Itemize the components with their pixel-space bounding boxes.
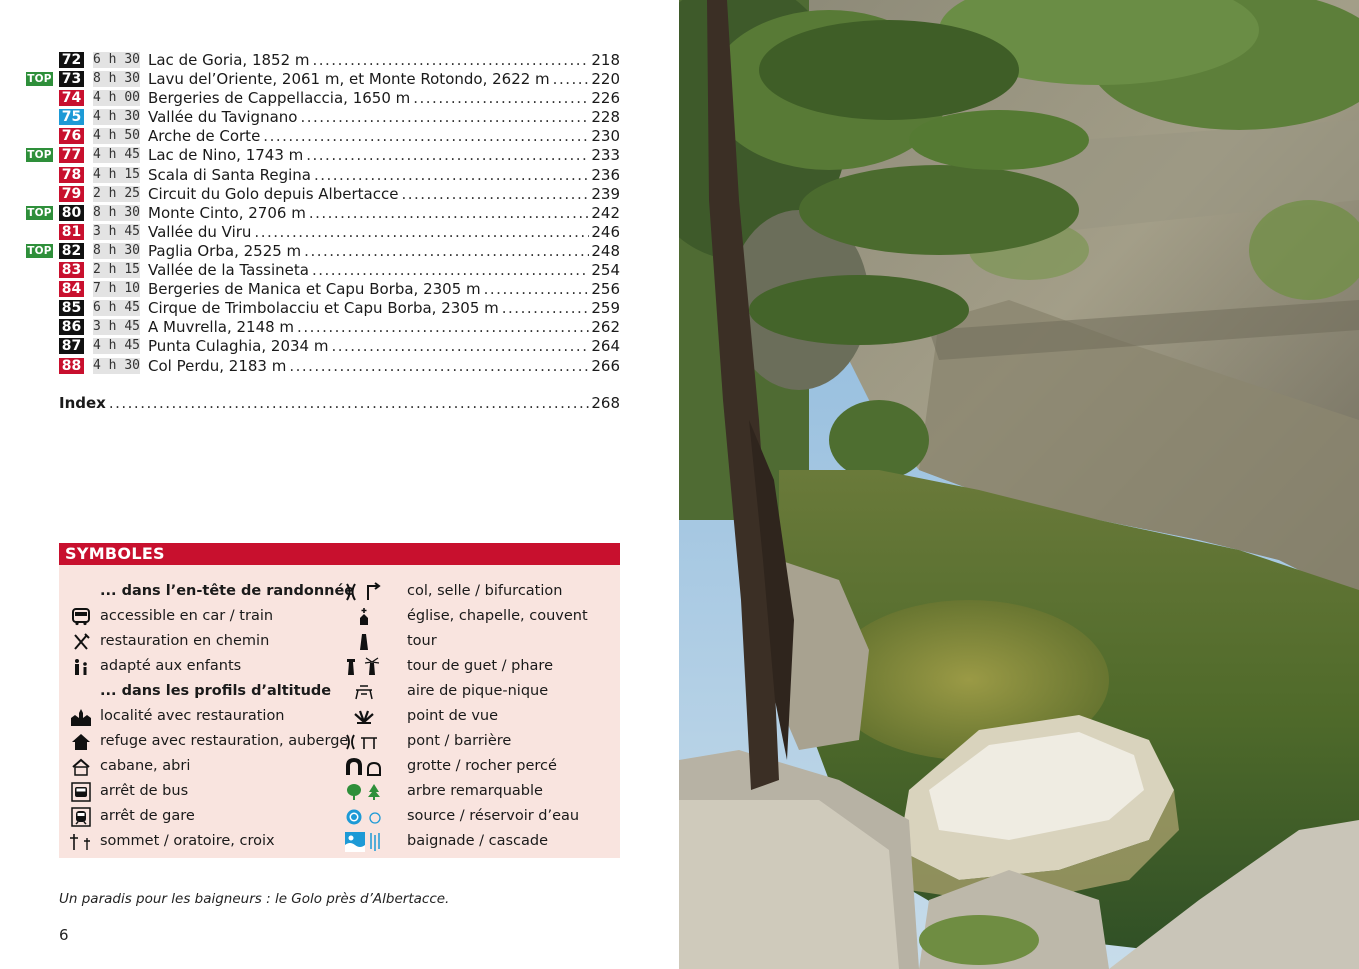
dot-leader [312, 261, 589, 280]
symbols-header: SYMBOLES [59, 543, 620, 565]
symbol-label: pont / barrière [407, 733, 512, 749]
hike-page: 262 [591, 318, 620, 337]
symbol-row [65, 679, 345, 704]
dot-leader [314, 166, 589, 185]
symbol-label: refuge avec restauration, auberge [100, 733, 349, 749]
toc-entry[interactable] [0, 185, 640, 204]
none-icon [65, 579, 97, 604]
toc-entry[interactable] [0, 70, 640, 89]
dot-leader [254, 223, 589, 242]
hike-duration: 6 h 30 [93, 52, 140, 67]
dot-leader [304, 242, 589, 261]
toc-entry[interactable] [0, 51, 640, 70]
hike-number: 80 [59, 205, 84, 221]
hike-page: 264 [591, 337, 620, 356]
hike-duration: 2 h 15 [93, 262, 140, 278]
hike-number: 75 [59, 109, 84, 125]
photo-caption: Un paradis pour les baigneurs : le Golo près d’Albertacce. [59, 891, 450, 907]
hike-duration: 4 h 30 [93, 109, 140, 125]
symbol-row [65, 729, 349, 754]
dot-leader [109, 394, 590, 413]
top-badge: TOP [27, 206, 52, 219]
hike-number: 76 [59, 128, 84, 144]
river-gorge-photo [679, 0, 1359, 969]
toc-entry[interactable] [0, 357, 640, 376]
hike-duration: 4 h 15 [93, 166, 140, 182]
symbol-label: restauration en chemin [100, 633, 270, 649]
none-icon [65, 679, 97, 704]
hike-number: 73 [59, 71, 84, 87]
refuge-icon [65, 729, 97, 754]
symbol-label: adapté aux enfants [100, 658, 242, 674]
tower-icon [344, 629, 384, 654]
symbol-label: arrêt de gare [100, 808, 195, 824]
table-of-contents [0, 51, 640, 376]
symbol-label: point de vue [407, 708, 499, 724]
toc-entry[interactable] [0, 127, 640, 146]
hike-number: 87 [59, 338, 84, 354]
toc-entry[interactable] [0, 89, 640, 108]
hut-icon [65, 754, 97, 779]
bus-stop-icon [65, 779, 97, 804]
symbol-label: tour de guet / phare [407, 658, 553, 674]
symbol-row [65, 829, 345, 854]
symbol-row [65, 604, 345, 629]
dot-leader [484, 280, 590, 299]
hike-title: Punta Culaghia, 2034 m [148, 337, 329, 356]
hike-title: Paglia Orba, 2525 m [148, 241, 302, 260]
hike-page: 230 [591, 127, 620, 146]
toc-entry[interactable] [0, 280, 640, 299]
hike-number: 84 [59, 281, 84, 297]
toc-entry[interactable] [0, 146, 640, 165]
hike-title: Bergeries de Cappellaccia, 1650 m [148, 89, 411, 108]
bus-train-icon [65, 604, 97, 629]
symbol-row [65, 804, 345, 829]
index-title: Index [59, 394, 106, 412]
dot-leader [263, 127, 589, 146]
symbol-label: aire de pique-nique [407, 683, 549, 699]
symbol-row [344, 804, 620, 829]
hike-page: 246 [591, 222, 620, 241]
hike-number: 88 [59, 358, 84, 374]
village-icon [65, 704, 97, 729]
hike-duration: 3 h 45 [93, 223, 140, 239]
top-badge: TOP [27, 244, 52, 257]
hike-number: 72 [59, 52, 84, 68]
spring-reservoir-icon [344, 804, 384, 829]
hike-title: Lavu del’Oriente, 2061 m, et Monte Rotondo, 2622 m [148, 70, 550, 89]
dot-leader [289, 357, 589, 376]
hike-title: Cirque de Trimbolacciu et Capu Borba, 2305 m [148, 299, 499, 318]
dot-leader [401, 185, 589, 204]
dot-leader [553, 70, 590, 89]
symbol-row [65, 754, 345, 779]
symbol-row [344, 729, 620, 754]
toc-entry[interactable] [0, 318, 640, 337]
symbol-row [344, 779, 620, 804]
hike-title: Col Perdu, 2183 m [148, 356, 287, 375]
dot-leader [502, 299, 590, 318]
hike-title: Circuit du Golo depuis Albertacce [148, 184, 399, 203]
hike-title: Arche de Corte [148, 127, 261, 146]
hike-title: A Muvrella, 2148 m [148, 318, 295, 337]
toc-entry[interactable] [0, 108, 640, 127]
dot-leader [331, 337, 589, 356]
symbol-row [344, 679, 620, 704]
hike-duration: 6 h 45 [93, 300, 140, 316]
hike-page: 228 [591, 108, 620, 127]
tree-icon [344, 779, 384, 804]
photo-illustration [679, 0, 1359, 969]
hike-page: 239 [591, 184, 620, 203]
cutlery-icon [65, 629, 97, 654]
symbol-row [65, 579, 355, 604]
dot-leader [309, 204, 590, 223]
symbol-row [65, 629, 345, 654]
hike-number: 83 [59, 262, 84, 278]
hike-duration: 4 h 00 [93, 90, 140, 106]
symbol-row [65, 654, 345, 679]
family-icon [65, 654, 97, 679]
hike-page: 236 [591, 165, 620, 184]
symbol-label: sommet / oratoire, croix [100, 833, 275, 849]
symbol-label: grotte / rocher percé [407, 758, 557, 774]
symbol-row [65, 704, 345, 729]
hike-duration: 4 h 45 [93, 338, 140, 354]
hike-duration: 7 h 10 [93, 281, 140, 297]
symbol-row [65, 779, 345, 804]
symbol-row [344, 629, 620, 654]
dot-leader [413, 89, 589, 108]
symbol-label: col, selle / bifurcation [407, 583, 563, 599]
toc-entry[interactable] [0, 337, 640, 356]
symbol-label: église, chapelle, couvent [407, 608, 588, 624]
bridge-barrier-icon [344, 729, 384, 754]
toc-entry[interactable] [0, 223, 640, 242]
hike-page: 218 [591, 51, 620, 69]
hike-number: 79 [59, 186, 84, 202]
symbol-row [344, 654, 620, 679]
symbols-legend [59, 565, 620, 858]
hike-number: 74 [59, 90, 84, 106]
hike-title: Bergeries de Manica et Capu Borba, 2305 m [148, 280, 481, 299]
hike-page: 266 [591, 356, 620, 375]
hike-number: 77 [59, 147, 84, 163]
symbol-label: accessible en car / train [100, 608, 274, 624]
hike-page: 233 [591, 146, 620, 165]
hike-page: 226 [591, 89, 620, 108]
hike-number: 82 [59, 243, 84, 259]
hike-number: 78 [59, 167, 84, 183]
index-page: 268 [591, 394, 620, 412]
dot-leader [300, 108, 589, 127]
cave-arch-icon [344, 754, 384, 779]
hike-duration: 4 h 45 [93, 147, 140, 163]
top-badge: TOP [27, 73, 52, 86]
symbol-label: arrêt de bus [100, 783, 189, 799]
hike-duration: 4 h 50 [93, 128, 140, 144]
dot-leader [313, 51, 590, 70]
toc-entry[interactable] [0, 261, 640, 280]
symbol-row [344, 829, 620, 854]
symbol-label: ... dans les profils d’altitude [100, 683, 332, 699]
pass-junction-icon [344, 579, 384, 604]
hike-title: Vallée de la Tassineta [148, 261, 309, 280]
hike-page: 242 [591, 203, 620, 222]
toc-entry[interactable] [0, 166, 640, 185]
symbol-label: ... dans l’en-tête de randonnée [100, 583, 355, 599]
symbol-row [344, 604, 620, 629]
picnic-icon [344, 679, 384, 704]
watchtower-lighthouse-icon [344, 654, 384, 679]
symbol-label: baignade / cascade [407, 833, 549, 849]
toc-entry[interactable] [0, 299, 640, 318]
summit-cross-icon [65, 829, 97, 854]
symbol-row [344, 579, 620, 604]
hike-title: Monte Cinto, 2706 m [148, 203, 306, 222]
hike-title: Lac de Goria, 1852 m [148, 51, 310, 69]
dot-leader [306, 146, 589, 165]
hike-title: Scala di Santa Regina [148, 165, 311, 184]
top-badge: TOP [27, 149, 52, 162]
hike-number: 85 [59, 300, 84, 316]
viewpoint-icon [344, 704, 384, 729]
hike-page: 248 [591, 241, 620, 260]
symbol-label: tour [407, 633, 437, 649]
hike-title: Vallée du Tavignano [148, 108, 298, 127]
swim-waterfall-icon [344, 829, 384, 854]
symbol-label: cabane, abri [100, 758, 191, 774]
hike-number: 81 [59, 224, 84, 240]
symbol-row [344, 704, 620, 729]
hike-page: 259 [591, 299, 620, 318]
symbol-label: arbre remarquable [407, 783, 543, 799]
hike-page: 254 [591, 261, 620, 280]
symbol-label: localité avec restauration [100, 708, 285, 724]
hike-duration: 2 h 25 [93, 185, 140, 201]
hike-page: 256 [591, 280, 620, 299]
toc-entry[interactable] [0, 204, 640, 223]
dot-leader [297, 318, 589, 337]
hike-page: 220 [591, 70, 620, 89]
train-stop-icon [65, 804, 97, 829]
hike-duration: 8 h 30 [93, 242, 140, 258]
hike-number: 86 [59, 319, 84, 335]
toc-entry[interactable] [0, 242, 640, 261]
church-icon [344, 604, 384, 629]
hike-duration: 4 h 30 [93, 357, 140, 373]
symbol-label: source / réservoir d’eau [407, 808, 580, 824]
hike-duration: 8 h 30 [93, 204, 140, 220]
hike-duration: 3 h 45 [93, 319, 140, 335]
hike-title: Lac de Nino, 1743 m [148, 146, 304, 165]
page-number: 6 [59, 926, 69, 944]
hike-duration: 8 h 30 [93, 71, 140, 87]
hike-title: Vallée du Viru [148, 222, 252, 241]
symbol-row [344, 754, 620, 779]
